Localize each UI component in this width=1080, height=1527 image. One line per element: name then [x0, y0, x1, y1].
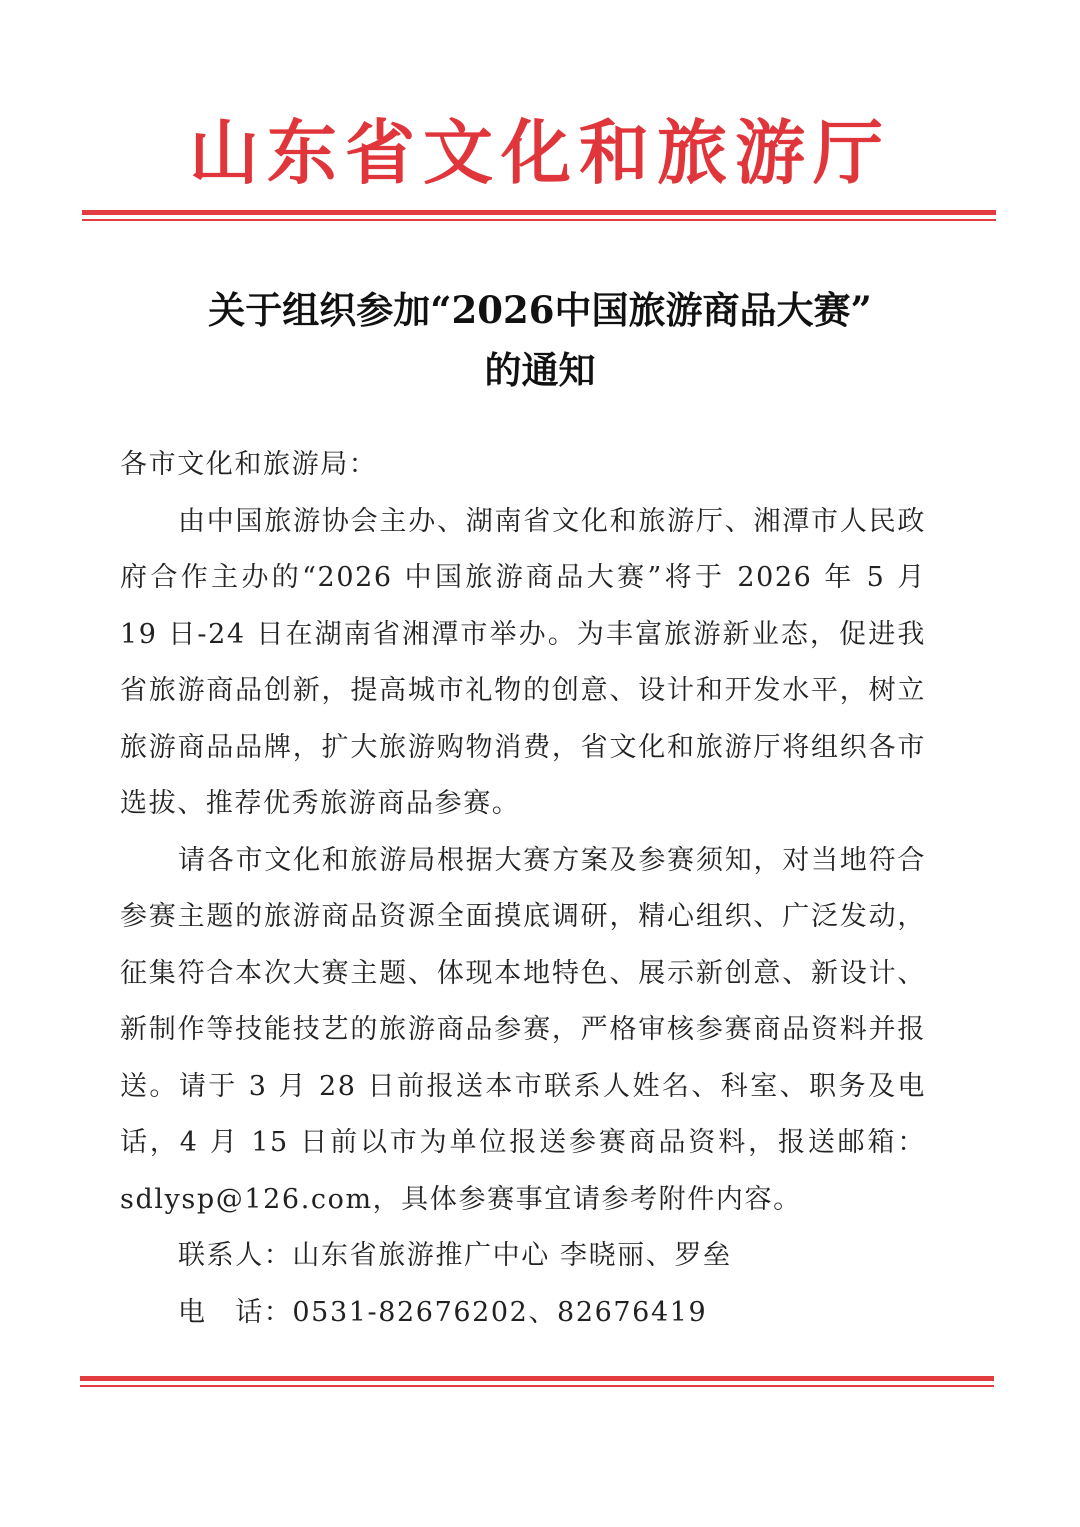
letterhead-org-name: 山东省文化和旅游厅	[189, 112, 891, 194]
contact-person: 联系人：山东省旅游推广中心 李晓丽、罗垒	[178, 1240, 732, 1271]
footer-red-rule	[80, 1376, 994, 1387]
contact-phone: 电 话：0531-82676202、82676419	[178, 1296, 708, 1328]
letterhead-red-rule	[82, 210, 996, 221]
paragraph-1: 由中国旅游协会主办、湖南省文化和旅游厅、湘潭市人民政府合作主办的“2026 中国旅游商品大赛”将于 2026 年 5 月 19 日-24 日在湖南省湘潭市举办。为丰富旅游新业态，促进我省旅游商品创新，提高城市礼物的创意、设计和开发水平，树立旅游商品品牌，扩大旅游购物消费，省文化和旅游厅将组织各市选拔、推荐优秀旅游商品参赛。	[120, 505, 926, 819]
paragraph-2: 请各市文化和旅游局根据大赛方案及参赛须知，对当地符合参赛主题的旅游商品资源全面摸底调研，精心组织、广泛发动，征集符合本次大赛主题、体现本地特色、展示新创意、新设计、新制作等技能技艺的旅游商品参赛，严格审核参赛商品资料并报送。请于 3 月 28 日前报送本市联系人姓名、科室、职务及电话，4 月 15 日前以市为单位报送参赛商品资料，报送邮箱：sdlysp@126.com，具体参赛事宜请参考附件内容。	[120, 844, 926, 1215]
salutation: 各市文化和旅游局：	[120, 449, 378, 480]
document-title	[0, 280, 1080, 400]
document-body	[120, 437, 926, 1341]
document-title-line-2: 的通知	[484, 348, 596, 392]
document-title-line-1: 关于组织参加“2026中国旅游商品大赛”	[208, 288, 872, 332]
